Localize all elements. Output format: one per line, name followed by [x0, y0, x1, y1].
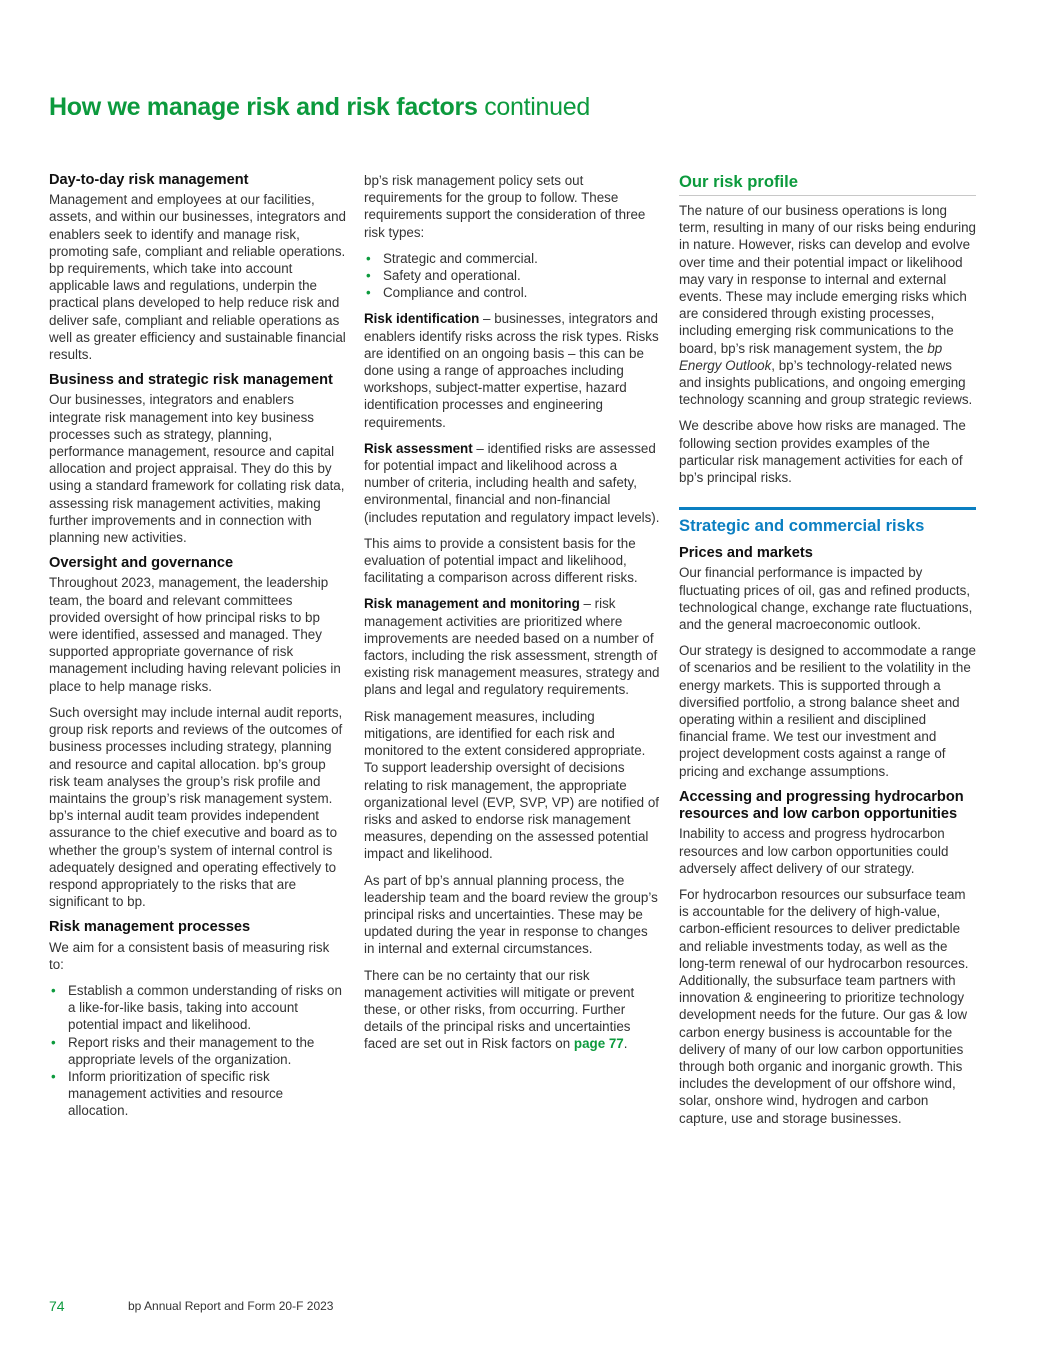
heading-strategic-commercial: Strategic and commercial risks	[679, 507, 976, 536]
heading-risk-processes: Risk management processes	[49, 919, 251, 936]
heading-oversight: Oversight and governance	[49, 555, 234, 572]
certainty-end: .	[623, 1036, 628, 1052]
risk-assessment-lead: Risk assessment	[364, 440, 473, 456]
risk-types-list	[364, 250, 661, 302]
paragraph-prices-1: Our financial performance is impacted by fluctuating prices of oil, gas and refined products, technological change, exchange rate fluctuations, and the general macroeconomic outlook.	[679, 565, 973, 633]
column-left	[49, 172, 346, 1129]
risk-identification-lead: Risk identification	[364, 311, 480, 327]
heading-business-strategic: Business and strategic risk management	[49, 372, 333, 389]
paragraph-risk-monitoring	[364, 595, 661, 698]
paragraph-risk-profile	[679, 202, 976, 408]
page-title	[49, 91, 590, 123]
paragraph-access-1: Inability to access and progress hydrocarbon resources and low carbon opportunities could adversely affect delivery of our strategy.	[679, 826, 949, 876]
paragraph-planning: As part of bp’s annual planning process, the leadership team and the board review the group’s principal risks and uncertainties. These may be updated during the year in response to changes in internal and external circumstances.	[364, 872, 658, 957]
paragraph-describe: We describe above how risks are managed. The following section provides examples of the particular risk management activities for each of bp’s principal risks.	[679, 418, 966, 486]
paragraph-risk-assessment	[364, 440, 661, 526]
paragraph-day-to-day: Management and employees at our facilities, assets, and within our businesses, integrators and enablers seek to identify and manage risk, promoting safe, compliant and reliable operations. bp requirements, which take into account applicable laws and regulations, underpin the practical plans developed to help reduce risk and deliver safe, compliant and reliable operations as well as greater efficiency and sustainable financial results.	[49, 192, 346, 363]
heading-risk-profile: Our risk profile	[679, 172, 976, 196]
page-title-continued: continued	[484, 93, 590, 121]
page-number: 74	[49, 1298, 65, 1314]
heading-prices-markets: Prices and markets	[679, 545, 813, 562]
risk-profile-text: The nature of our business operations is long term, resulting in many of our risks being enduring in nature. However, risks can develop and evolve over time and their potential impact or likelihood may vary in response to internal and external events. These may include emerging risks which are considered through existing processes, including emerging risk communications to the board, bp’s risk management system, the	[679, 203, 976, 356]
list-item: • Establish a common understanding of risks on a like-for-like basis, taking into account potential impact and likelihood.	[49, 982, 346, 1034]
column-middle	[364, 172, 661, 1062]
paragraph-certainty	[364, 967, 661, 1053]
list-item: • Safety and operational.	[364, 267, 661, 284]
list-item: • Strategic and commercial.	[364, 250, 661, 267]
publication-name: bp Annual Report and Form 20-F 2023	[128, 1299, 334, 1313]
list-item: • Compliance and control.	[364, 284, 661, 301]
risk-monitoring-lead: Risk management and monitoring	[364, 596, 580, 612]
paragraph-oversight-2: Such oversight may include internal audit reports, group risk reports and reviews of the outcomes of business processes including strategy, planning and resource and capital allocation. bp’s group risk team analyses the group’s risk profile and maintains the group’s risk management system. bp’s internal audit team provides independent assurance to the chief executive and board as to whether the group’s system of internal control is adequately designed and operating effectively to respond appropriately to the risks that are significant to bp.	[49, 704, 343, 910]
energy-outlook-title: bp Energy Outlook	[679, 340, 943, 373]
risk-identification-text: – businesses, integrators and enablers identify risks across the risk types. Risks are identified on an ongoing basis – this can be done using a range of approaches including workshops, subject-matter expertise, hazard identification processes and engineering requirements.	[364, 311, 659, 430]
paragraph-risk-processes: We aim for a consistent basis of measuring risk to:	[49, 939, 330, 972]
paragraph-access-2: For hydrocarbon resources our subsurface team is accountable for the delivery of high-value, carbon-efficient resources to deliver predictable and reliable investments today, as well as the long-term renewal of our hydrocarbon resources. Additionally, the subsurface team partners with innovation & engineering to prioritize technology development needs for the future. Our gas & low carbon energy business is accountable for the delivery of many of our low carbon opportunities through both organic and inorganic growth. This includes the development of our offshore wind, solar, onshore wind, hydrogen and carbon capture, use and storage businesses.	[679, 886, 969, 1126]
paragraph-risk-identification	[364, 310, 661, 430]
paragraph-measures: Risk management measures, including mitigations, are identified for each risk and monitored to the extent considered appropriate. To support leadership oversight of decisions relating to risk management, the appropriate organizational level (EVP, SVP, VP) are notified of risks and asked to endorse risk management measures, depending on the assessed potential impact and likelihood.	[364, 708, 660, 862]
paragraph-oversight-1: Throughout 2023, management, the leadership team, the board and relevant committees provided oversight of how principal risks to bp were identified, assessed and managed. They supported appropriate governance of risk management including having relevant policies in place to help manage risks.	[49, 575, 341, 694]
paragraph-prices-2: Our strategy is designed to accommodate a range of scenarios and be resilient to the volatility in the energy markets. This is supported through a diversified portfolio, a strong balance sheet and operating within a resilient and disciplined financial frame. We test our investment and project development costs against a range of pricing and exchange assumptions.	[679, 643, 976, 779]
measuring-bullet-list	[49, 982, 346, 1120]
risk-assessment-text: – identified risks are assessed for potential impact and likelihood across a number of criteria, including health and safety, environmental, financial and non-financial (includes reputation and regulatory impact levels).	[364, 440, 660, 525]
list-item: • Report risks and their management to the appropriate levels of the organization.	[49, 1034, 346, 1068]
page-title-main: How we manage risk and risk factors	[49, 93, 478, 121]
heading-day-to-day: Day-to-day risk management	[49, 172, 249, 188]
list-item: • Inform prioritization of specific risk management activities and resource allocation.	[49, 1068, 346, 1120]
risk-monitoring-text: – risk management activities are prioritized where improvements are needed based on a number of factors, including the risk assessment, strength of existing risk management measures, strategy and plans and legal and regulatory requirements.	[364, 596, 660, 698]
paragraph-policy: bp’s risk management policy sets out requirements for the group to follow. These requirements support the consideration of three risk types:	[364, 173, 646, 240]
paragraph-business-strategic: Our businesses, integrators and enablers integrate risk management into key business processes such as strategy, planning, performance management, resource and capital allocation and project appraisal. They do this by using a standard framework for collating risk data, assessing risk management activities, making further improvements and in connection with planning new activities.	[49, 392, 345, 546]
paragraph-aims: This aims to provide a consistent basis for the evaluation of potential impact and likelihood, facilitating a comparison across different risks.	[364, 535, 638, 586]
column-right	[679, 172, 976, 1136]
certainty-text: There can be no certainty that our risk management activities will mitigate or prevent these, or other risks, from occurring. Further details of the principal risks and uncertainties faced are set out in Risk factors on	[364, 967, 635, 1052]
heading-accessing-resources: Accessing and progressing hydrocarbon resources and low carbon opportunities	[679, 788, 964, 823]
risk-profile-text-end: , bp’s technology-related news and insights publications, and ongoing emerging technology scanning and group strategic reviews.	[679, 357, 973, 408]
page-77-link[interactable]: page 77	[573, 1036, 624, 1052]
